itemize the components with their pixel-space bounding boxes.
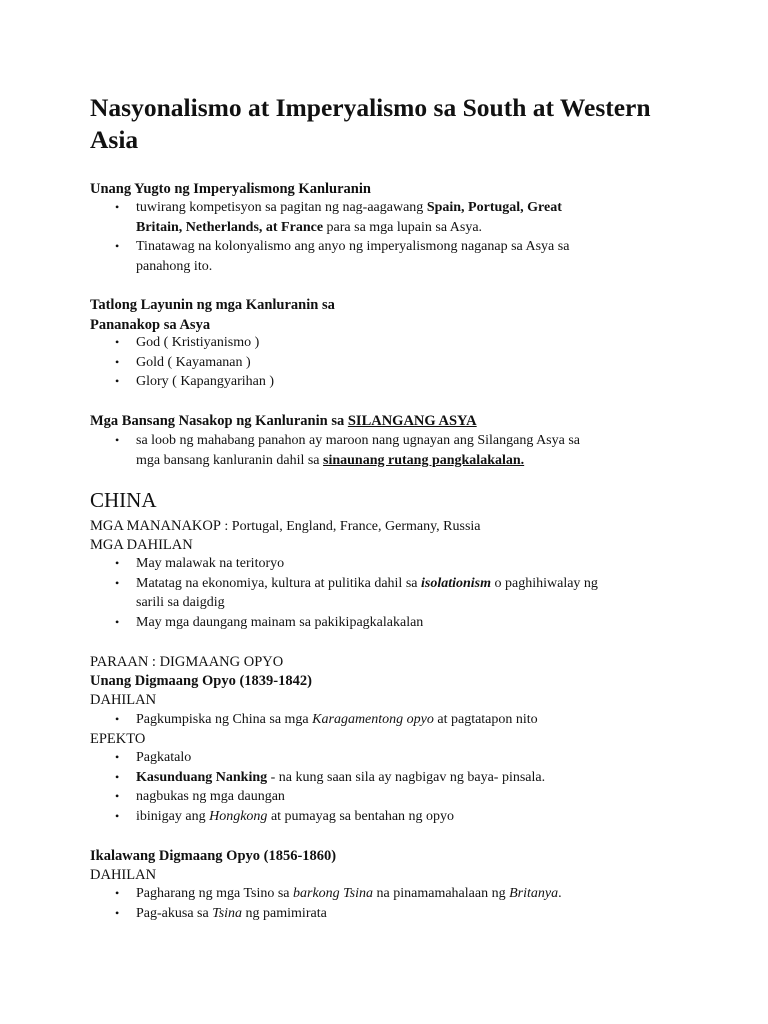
list-item: • Pagkatalo	[90, 748, 670, 768]
epekto-label: EPEKTO	[90, 731, 146, 747]
list-unang-dahilan	[90, 710, 670, 730]
list-item: • Glory ( Kapangyarihan )	[90, 372, 670, 392]
list-tatlong-layunin	[90, 333, 670, 392]
text: o paghihiwalay ng	[491, 575, 598, 591]
text: ibinigay ang	[136, 808, 210, 824]
list-item	[90, 884, 670, 904]
ikalawang-digmaang-heading: Ikalawang Digmaang Opyo (1856-1860)	[90, 848, 337, 864]
text: ng pamimirata	[242, 905, 327, 921]
italic-text: Karagamentong opyo	[312, 712, 434, 727]
text: sa loob ng mahabang panahon ay maroon nang ugnayan ang Silangang Asya sa	[136, 433, 581, 448]
list-bansang-nasakop	[90, 431, 670, 470]
list-item	[90, 807, 670, 827]
label: MGA MANANAKOP	[90, 518, 221, 534]
text: Pag-akusa sa	[136, 905, 213, 921]
list-item	[90, 198, 670, 237]
text: Pagharang ng mga Tsino sa	[136, 886, 294, 901]
dahilan-label-2: DAHILAN	[90, 867, 157, 883]
text: tuwirang kompetisyon sa pagitan ng nag-aagawang	[136, 200, 427, 215]
bold-italic-text: isolationism	[420, 575, 492, 591]
section-heading-unang-yugto: Unang Yugto ng Imperyalismong Kanluranin	[90, 181, 371, 197]
list-item	[90, 237, 670, 276]
section-heading-tatlong-layunin	[90, 295, 690, 335]
text: Pagkumpiska ng China sa mga	[136, 712, 313, 727]
list-item: • May mga daungang mainam sa pakikipagkalakalan	[90, 613, 670, 633]
list-item	[90, 904, 670, 924]
text: at pagtatapon nito	[433, 712, 538, 727]
bold-text: Kasunduang Nanking	[136, 769, 268, 785]
document-title: Nasyonalismo at Imperyalismo sa South at Western Asia	[90, 93, 651, 154]
text: mga bansang kanluranin dahil sa	[136, 452, 324, 468]
text: para sa mga lupain sa Asya.	[323, 219, 483, 235]
bold-text: Britain, Netherlands, at France	[136, 219, 324, 235]
list-item: • God ( Kristiyanismo )	[90, 333, 670, 353]
dahilan-label: DAHILAN	[90, 692, 157, 708]
text: panahong ito.	[136, 258, 213, 274]
heading-underlined: SILANGANG ASYA	[347, 413, 477, 429]
list-ikalawang-dahilan	[90, 884, 670, 923]
heading-line: Tatlong Layunin ng mga Kanluranin sa	[90, 297, 335, 313]
list-item	[90, 574, 670, 613]
mga-dahilan-label: MGA DAHILAN	[90, 537, 193, 553]
italic-text: Britanya	[509, 886, 559, 901]
text: Tinatawag na kolonyalismo ang anyo ng imperyalismong naganap sa Asya sa	[136, 239, 570, 255]
list-item: • Gold ( Kayamanan )	[90, 353, 670, 373]
paraan-heading: PARAAN : DIGMAANG OPYO	[90, 654, 284, 670]
text: at pumayag sa bentahan ng opyo	[267, 808, 455, 824]
heading-text: Mga Bansang Nasakop ng Kanluranin sa	[90, 413, 348, 429]
text: na pinamamahalaan ng	[373, 886, 510, 901]
text: - na kung saan sila ay nagbigav ng baya- pinsala.	[267, 769, 546, 785]
italic-text: Tsina	[212, 905, 243, 921]
list-item	[90, 710, 670, 730]
value: : Portugal, England, France, Germany, Russia	[220, 519, 481, 534]
china-heading: CHINA	[90, 488, 157, 512]
section-heading-bansang-nasakop	[90, 411, 690, 431]
mananakop-line	[90, 516, 690, 537]
bold-underlined-text: sinaunang rutang pangkalakalan.	[323, 452, 525, 468]
list-item: • May malawak na teritoryo	[90, 554, 670, 574]
list-china-dahilan	[90, 554, 670, 632]
list-item	[90, 431, 670, 470]
italic-text: Hongkong	[209, 808, 268, 824]
text: sarili sa daigdig	[136, 595, 225, 611]
text: .	[558, 886, 562, 901]
italic-text: barkong Tsina	[293, 886, 374, 901]
text: Matatag na ekonomiya, kultura at pulitika dahil sa	[136, 575, 421, 591]
heading-line: Pananakop sa Asya	[90, 317, 211, 333]
bold-text: Spain, Portugal, Great	[426, 200, 562, 215]
list-unang-epekto	[90, 748, 670, 826]
list-unang-yugto	[90, 198, 670, 276]
list-item	[90, 768, 670, 788]
list-item: • nagbukas ng mga daungan	[90, 787, 670, 807]
unang-digmaang-heading: Unang Digmaang Opyo (1839-1842)	[90, 673, 312, 689]
